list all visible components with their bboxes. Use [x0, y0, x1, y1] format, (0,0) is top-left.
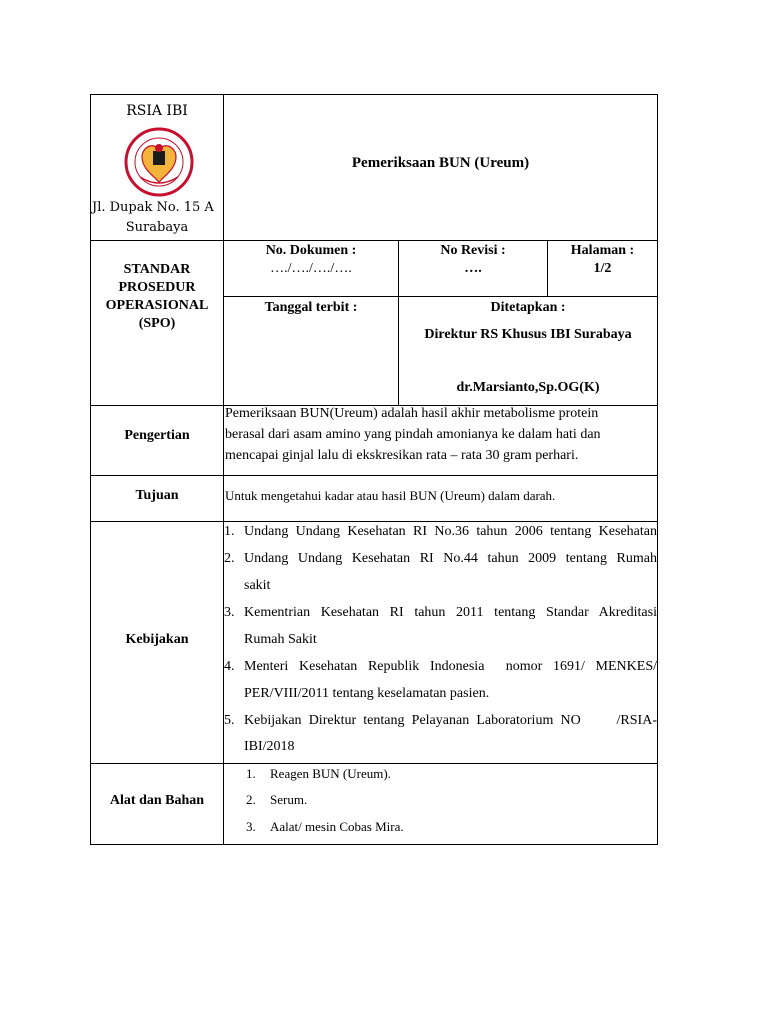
kebijakan-item-line-1: Kementrian Kesehatan RI tahun 2011 tentang Standar Akreditasi	[244, 605, 657, 620]
no-revisi-label: No Revisi :	[440, 243, 506, 258]
alat-item-text: Reagen BUN (Ureum).	[270, 766, 391, 781]
alat-bahan-label: Alat dan Bahan	[109, 793, 205, 808]
halaman-value: 1/2	[593, 261, 612, 276]
org-name: RSIA IBI	[126, 103, 188, 119]
spo-label-line-3: OPERASIONAL	[105, 298, 209, 313]
kebijakan-item-line-2: Rumah Sakit	[244, 632, 317, 647]
pengertian-text-line-2: berasal dari asam amino yang pindah amonianya ke dalam hati dan	[225, 427, 601, 442]
tujuan-text: Untuk mengetahui kadar atau hasil BUN (Ureum) dalam darah.	[225, 488, 556, 503]
signatory-name: dr.Marsianto,Sp.OG(K)	[456, 380, 600, 395]
kebijakan-item-line-1: Undang Undang Kesehatan RI No.44 tahun 2009 tentang Rumah	[244, 551, 657, 566]
table-border-left	[90, 94, 91, 845]
list-number: 2.	[224, 551, 235, 566]
spo-label-line-4: (SPO)	[138, 316, 176, 331]
no-dokumen-value: …./…./…./….	[270, 261, 352, 276]
kebijakan-item-line-2: sakit	[244, 578, 271, 593]
row-divider	[90, 521, 658, 522]
pengertian-text-line-3: mencapai ginjal lalu di ekskresikan rata – rata 30 gram perhari.	[225, 448, 579, 463]
spo-label-line-1: STANDAR	[123, 262, 191, 277]
kebijakan-item-line-1: Undang Undang Kesehatan RI No.36 tahun 2006 tentang Kesehatan	[244, 524, 657, 539]
column-divider	[223, 94, 224, 845]
kebijakan-item-line-2: IBI/2018	[244, 739, 295, 754]
document-title: Pemeriksaan BUN (Ureum)	[351, 155, 530, 171]
address-line-2: Surabaya	[125, 220, 189, 235]
list-number: 3.	[224, 605, 235, 620]
spo-label-line-2: PROSEDUR	[118, 280, 196, 295]
row-divider	[90, 240, 658, 241]
table-border-top	[90, 94, 658, 95]
ditetapkan-label: Ditetapkan :	[490, 300, 566, 315]
pengertian-text-line-1: Pemeriksaan BUN(Ureum) adalah hasil akhir metabolisme protein	[225, 406, 599, 421]
kebijakan-item-line-1: Kebijakan Direktur tentang Pelayanan Laboratorium NO /RSIA-	[244, 713, 657, 728]
row-divider	[90, 763, 658, 764]
row-divider	[223, 296, 658, 297]
ibi-logo-icon	[120, 127, 198, 197]
list-number: 1.	[224, 524, 235, 539]
no-revisi-value: ….	[464, 261, 482, 276]
tanggal-terbit-label: Tanggal terbit :	[264, 300, 358, 315]
kebijakan-item-line-2: PER/VIII/2011 tentang keselamatan pasien.	[244, 686, 490, 701]
ditetapkan-by: Direktur RS Khusus IBI Surabaya	[424, 327, 632, 342]
kebijakan-item-line-1: Menteri Kesehatan Republik Indonesia nomor 1691/ MENKES/	[244, 659, 657, 674]
kebijakan-label: Kebijakan	[125, 632, 189, 647]
alat-item-number: 1.	[246, 766, 256, 781]
alat-item-text: Aalat/ mesin Cobas Mira.	[270, 819, 404, 834]
table-border-bottom	[90, 844, 658, 845]
list-number: 5.	[224, 713, 235, 728]
list-number: 4.	[224, 659, 235, 674]
address-line-1: Jl. Dupak No. 15 A	[92, 200, 214, 215]
alat-item-number: 3.	[246, 819, 256, 834]
tujuan-label: Tujuan	[135, 488, 179, 503]
alat-item-number: 2.	[246, 792, 256, 807]
pengertian-label: Pengertian	[124, 428, 190, 443]
no-dokumen-label: No. Dokumen :	[265, 243, 357, 258]
halaman-label: Halaman :	[570, 243, 635, 258]
row-divider	[90, 475, 658, 476]
table-border-right	[657, 94, 658, 845]
alat-item-text: Serum.	[270, 792, 308, 807]
